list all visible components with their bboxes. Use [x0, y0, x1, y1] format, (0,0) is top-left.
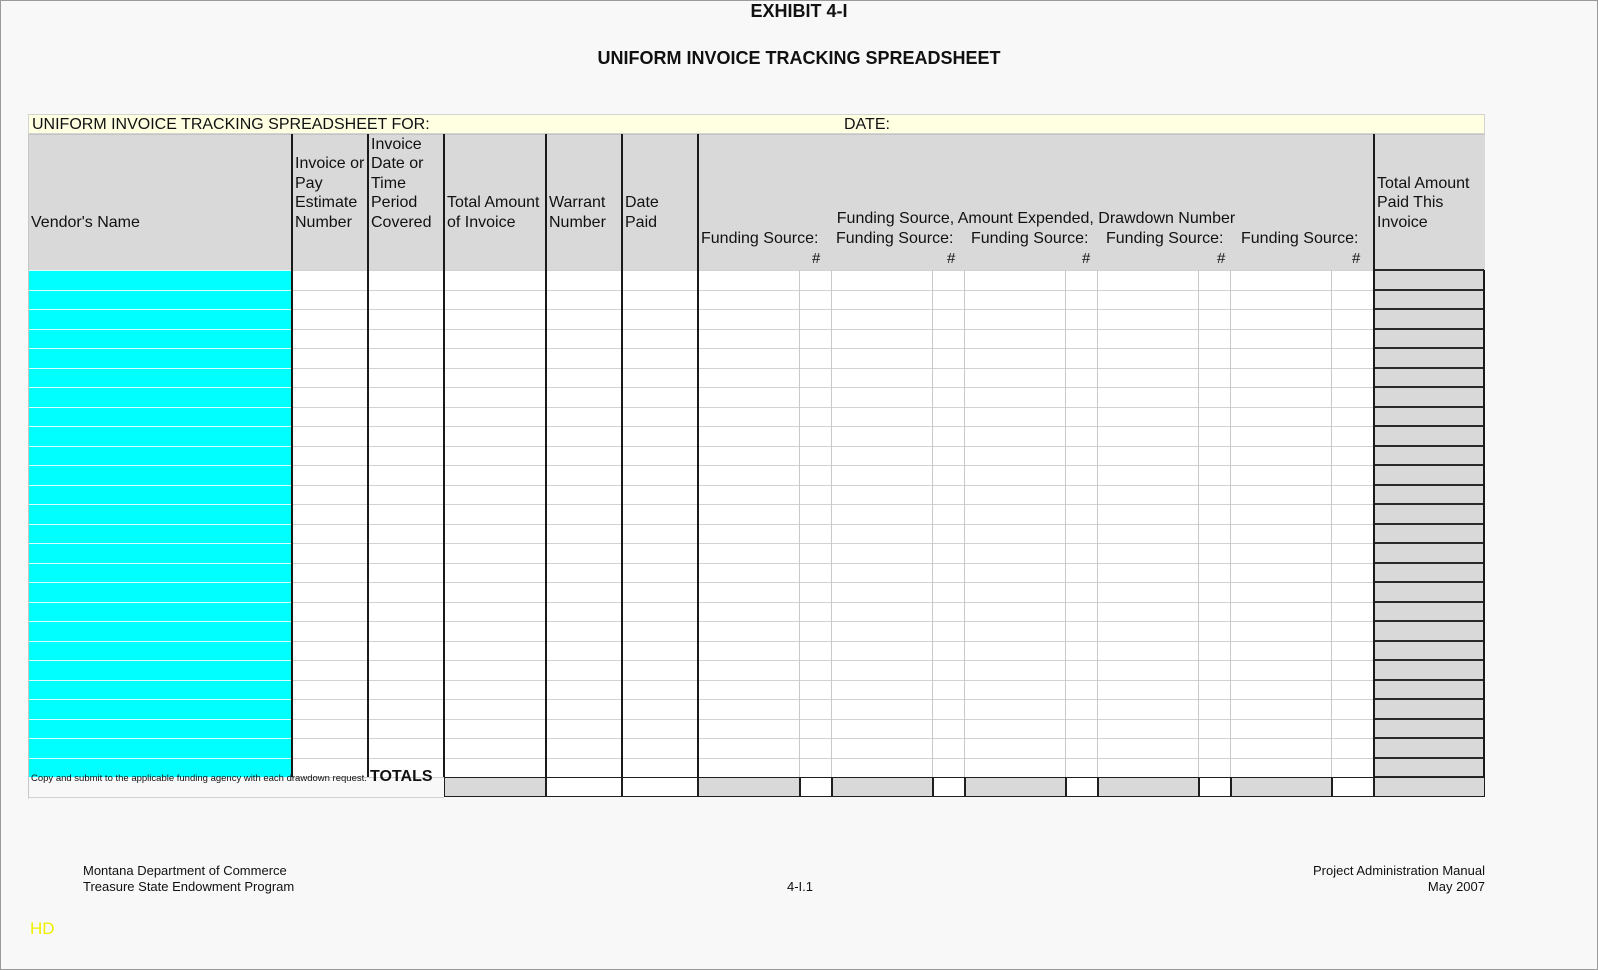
vendor-row-line — [29, 563, 291, 564]
total-paid-row-line — [1374, 269, 1484, 271]
copy-submit-note: Copy and submit to the applicable funding agency with each drawdown request. — [31, 773, 367, 784]
totals-cell — [546, 777, 622, 797]
header-invoice-number-line-1: Invoice or — [295, 155, 365, 172]
row-gridline — [292, 719, 1374, 720]
header-total-amount — [444, 134, 546, 270]
right-border — [1483, 270, 1485, 777]
totals-cell — [1374, 777, 1485, 797]
row-gridline — [292, 563, 1374, 564]
footer-right — [1313, 863, 1485, 895]
vendor-row-line — [29, 582, 291, 583]
total-paid-row-line — [1374, 308, 1484, 310]
drawdown-number-1-label: # — [812, 250, 821, 267]
totals-bottom-line — [28, 797, 444, 798]
drawdown-number-4-label: # — [1217, 250, 1226, 267]
vendor-row-line — [29, 699, 291, 700]
footer-department: Montana Department of Commerce — [83, 863, 287, 878]
row-gridline — [292, 309, 1374, 310]
header-invoice-date-line-1: Invoice — [371, 135, 422, 153]
vendor-row-line — [29, 543, 291, 544]
column-separator — [367, 134, 369, 777]
totals-cell — [1066, 777, 1098, 797]
vendor-row-line — [29, 348, 291, 349]
row-gridline — [292, 270, 1374, 271]
document-title: UNIFORM INVOICE TRACKING SPREADSHEET — [597, 48, 1001, 68]
footer-date: May 2007 — [1427, 879, 1485, 894]
row-gridline — [292, 602, 1374, 603]
total-paid-row-line — [1374, 347, 1484, 349]
total-paid-row-line — [1374, 503, 1484, 505]
vendor-row-line — [29, 641, 291, 642]
footer-page-number: 4-I.1 — [786, 879, 813, 894]
totals-cell — [698, 777, 800, 797]
total-paid-row-line — [1374, 679, 1484, 681]
total-paid-row-line — [1374, 425, 1484, 427]
total-paid-row-line — [1374, 640, 1484, 642]
header-total-amount-line-1: Total Amount — [447, 194, 540, 211]
date-label: DATE: — [844, 116, 890, 133]
row-gridline — [292, 387, 1374, 388]
funding-subcolumn-line — [1065, 270, 1066, 777]
row-gridline — [292, 758, 1374, 759]
header-total-paid-line-2: Paid This — [1377, 194, 1444, 211]
funding-subcolumn-line — [1331, 270, 1332, 777]
footer-left — [83, 863, 294, 895]
header-date-paid-text: Date Paid — [625, 194, 659, 231]
total-paid-row-line — [1374, 484, 1484, 486]
column-separator — [545, 134, 547, 777]
exhibit-label: EXHIBIT 4-I — [750, 1, 848, 21]
vendor-row-line — [29, 270, 291, 271]
sheet-banner — [28, 114, 1485, 134]
vendor-row-line — [29, 621, 291, 622]
row-gridline — [292, 368, 1374, 369]
total-paid-row-line — [1374, 464, 1484, 466]
drawdown-number-5-label: # — [1352, 250, 1361, 267]
funding-subcolumn-line — [1230, 270, 1231, 777]
row-gridline — [292, 426, 1374, 427]
totals-cell — [933, 777, 965, 797]
total-paid-row-line — [1374, 718, 1484, 720]
vendor-row-line — [29, 329, 291, 330]
row-gridline — [292, 504, 1374, 505]
total-paid-row-line — [1374, 328, 1484, 330]
row-gridline — [292, 524, 1374, 525]
vendor-row-line — [29, 387, 291, 388]
header-warrant-number — [546, 134, 622, 270]
funding-group-title: Funding Source, Amount Expended, Drawdown Number — [836, 210, 1236, 227]
row-gridline — [292, 485, 1374, 486]
column-separator — [621, 134, 623, 777]
vendor-row-line — [29, 407, 291, 408]
header-invoice-date-line-2: Date or — [371, 155, 424, 172]
row-gridline — [292, 621, 1374, 622]
total-paid-row-line — [1374, 581, 1484, 583]
totals-cell — [965, 777, 1066, 797]
drawdown-number-3-label: # — [1082, 250, 1091, 267]
vendor-row-line — [29, 309, 291, 310]
funding-subcolumn-line — [1097, 270, 1098, 777]
funding-subcolumn-line — [799, 270, 800, 777]
row-gridline — [292, 680, 1374, 681]
vendor-row-line — [29, 465, 291, 466]
total-paid-row-line — [1374, 757, 1484, 759]
total-paid-row-line — [1374, 737, 1484, 739]
vendor-row-line — [29, 368, 291, 369]
total-paid-row-line — [1374, 601, 1484, 603]
funding-source-5-label: Funding Source: — [1241, 230, 1359, 247]
header-invoice-date-line-3: Time — [371, 174, 406, 192]
total-paid-row-line — [1374, 659, 1484, 661]
total-paid-row-line — [1374, 523, 1484, 525]
column-separator — [697, 134, 699, 777]
totals-cell — [1332, 777, 1374, 797]
total-paid-row-line — [1374, 445, 1484, 447]
funding-subcolumn-line — [932, 270, 933, 777]
header-invoice-date — [368, 134, 444, 270]
spreadsheet-for-label: UNIFORM INVOICE TRACKING SPREADSHEET FOR: — [32, 116, 430, 133]
totals-cell — [1098, 777, 1199, 797]
totals-cell — [832, 777, 933, 797]
vendor-row-line — [29, 719, 291, 720]
vendor-row-line — [29, 758, 291, 759]
drawdown-number-2-label: # — [947, 250, 956, 267]
row-gridline — [292, 290, 1374, 291]
column-separator — [291, 134, 293, 777]
invoice-tracking-sheet — [28, 114, 1485, 802]
total-paid-row-line — [1374, 406, 1484, 408]
total-paid-row-line — [1374, 289, 1484, 291]
totals-label: TOTALS — [370, 768, 433, 785]
total-paid-row-line — [1374, 698, 1484, 700]
footer-manual: Project Administration Manual — [1313, 863, 1485, 878]
header-invoice-number-line-2: Pay — [295, 174, 323, 192]
row-gridline — [292, 465, 1374, 466]
totals-cell — [444, 777, 546, 797]
header-date-paid — [622, 134, 698, 270]
vendor-row-line — [29, 738, 291, 739]
funding-source-4-label: Funding Source: — [1106, 230, 1224, 247]
total-paid-row-line — [1374, 542, 1484, 544]
funding-source-1-label: Funding Source: — [701, 230, 819, 247]
vendor-row-line — [29, 602, 291, 603]
header-invoice-date-line-4: Period — [371, 194, 418, 211]
funding-source-2-label: Funding Source: — [836, 230, 954, 247]
vendor-row-line — [29, 485, 291, 486]
row-gridline — [292, 329, 1374, 330]
vendor-row-line — [29, 660, 291, 661]
vendor-row-line — [29, 680, 291, 681]
column-separator — [1373, 134, 1375, 777]
row-gridline — [292, 641, 1374, 642]
funding-subcolumn-line — [964, 270, 965, 777]
left-border — [28, 134, 29, 799]
total-paid-row-line — [1374, 562, 1484, 564]
header-total-amount-line-2: of Invoice — [447, 213, 516, 231]
row-gridline — [292, 348, 1374, 349]
header-invoice-number-line-3: Estimate — [295, 194, 358, 211]
header-total-paid-line-1: Total Amount — [1377, 174, 1470, 192]
totals-cell — [800, 777, 832, 797]
vendor-row-line — [29, 524, 291, 525]
vendor-row-line — [29, 426, 291, 427]
funding-subcolumn-line — [831, 270, 832, 777]
header-vendor-name-text: Vendor's Name — [31, 213, 140, 231]
header-total-paid-line-3: Invoice — [1377, 213, 1428, 231]
row-gridline — [292, 699, 1374, 700]
row-gridline — [292, 407, 1374, 408]
header-total-paid — [1374, 134, 1485, 270]
funding-source-3-label: Funding Source: — [971, 230, 1089, 247]
funding-subcolumn-line — [1198, 270, 1199, 777]
totals-cell — [1199, 777, 1231, 797]
total-paid-row-line — [1374, 386, 1484, 388]
hd-watermark: HD — [30, 919, 55, 938]
header-warrant-number-line-2: Number — [549, 213, 606, 231]
row-gridline — [292, 582, 1374, 583]
total-paid-row-line — [1374, 367, 1484, 369]
total-paid-row-line — [1374, 620, 1484, 622]
header-warrant-number-line-1: Warrant — [549, 194, 606, 211]
header-invoice-date-line-5: Covered — [371, 213, 432, 231]
header-funding-group — [698, 134, 1374, 270]
row-gridline — [292, 446, 1374, 447]
vendor-row-line — [29, 504, 291, 505]
row-gridline — [292, 738, 1374, 739]
column-separator — [443, 134, 445, 777]
row-gridline — [292, 543, 1374, 544]
row-gridline — [292, 660, 1374, 661]
header-invoice-number-line-4: Number — [295, 213, 352, 231]
footer-program: Treasure State Endowment Program — [83, 879, 295, 894]
vendor-row-line — [29, 446, 291, 447]
totals-cell — [1231, 777, 1332, 797]
vendor-row-line — [29, 290, 291, 291]
header-vendor-name — [28, 134, 292, 270]
totals-cell — [622, 777, 698, 797]
header-invoice-number — [292, 134, 368, 270]
